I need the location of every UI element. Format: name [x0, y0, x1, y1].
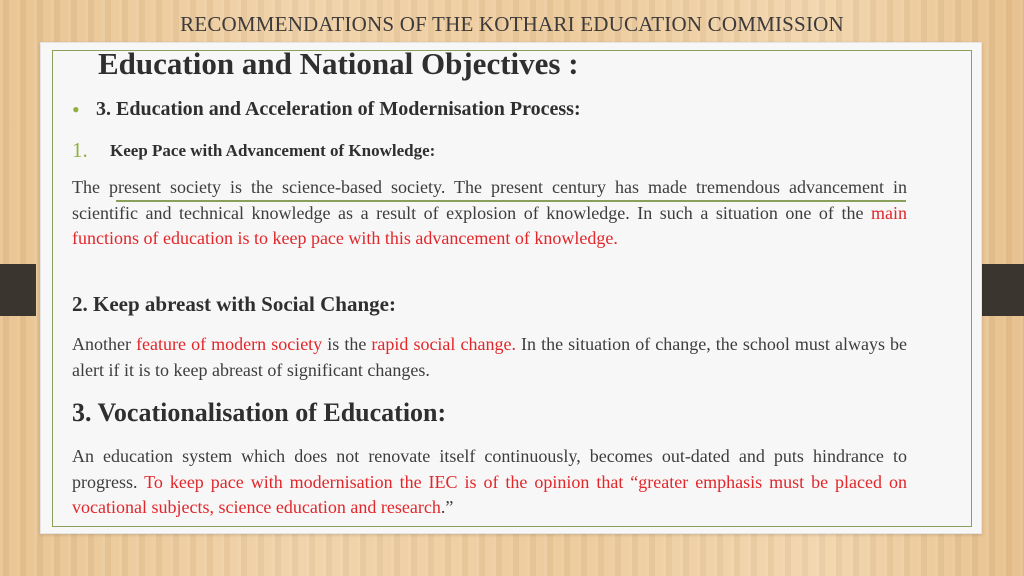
left-side-bar — [0, 264, 36, 316]
point3-heading: 3. Education and Acceleration of Modernisation Process: — [96, 98, 581, 120]
para1-text: The present society is the science-based society. The present century has made tremendous advancement in scientific and technical knowledge as a result of explosion of knowledge. In such a situation one of the — [72, 177, 907, 223]
para2-text-c: In the situation of change, the school must always be alert if it is to keep abreast of significant changes. — [72, 334, 908, 380]
paragraph-social-change — [72, 332, 907, 383]
section-heading-vocationalisation: 3. Vocationalisation of Education: — [72, 398, 447, 427]
para3-end: .” — [440, 497, 454, 518]
para2-highlight-2: rapid social change. — [371, 334, 516, 354]
sub1-heading: Keep Pace with Advancement of Knowledge: — [110, 141, 436, 160]
paragraph-knowledge — [72, 175, 907, 252]
sub1-number: 1. — [72, 138, 88, 162]
para3-text: An education system which does not renovate itself continuously, becomes out-dated and puts hindrance to progress. — [72, 446, 907, 492]
para2-text-a: Another — [72, 334, 137, 354]
slide-header-title: RECOMMENDATIONS OF THE KOTHARI EDUCATION COMMISSION — [180, 12, 844, 36]
slide-title: Education and National Objectives : — [98, 46, 579, 81]
para3-highlight: To keep pace with modernisation the IEC is of the opinion that “greater emphasis must be placed on vocational subjects, science education and research — [72, 471, 907, 518]
paragraph-vocationalisation — [72, 444, 907, 521]
para2-highlight-1: feature of modern society — [136, 334, 323, 354]
bullet-dot-icon: • — [72, 97, 80, 122]
para2-text-b: is the — [322, 334, 372, 354]
section-heading-social-change: 2. Keep abreast with Social Change: — [72, 292, 396, 316]
para1-highlight: main functions of education is to keep pace with this advancement of knowledge. — [72, 202, 907, 249]
